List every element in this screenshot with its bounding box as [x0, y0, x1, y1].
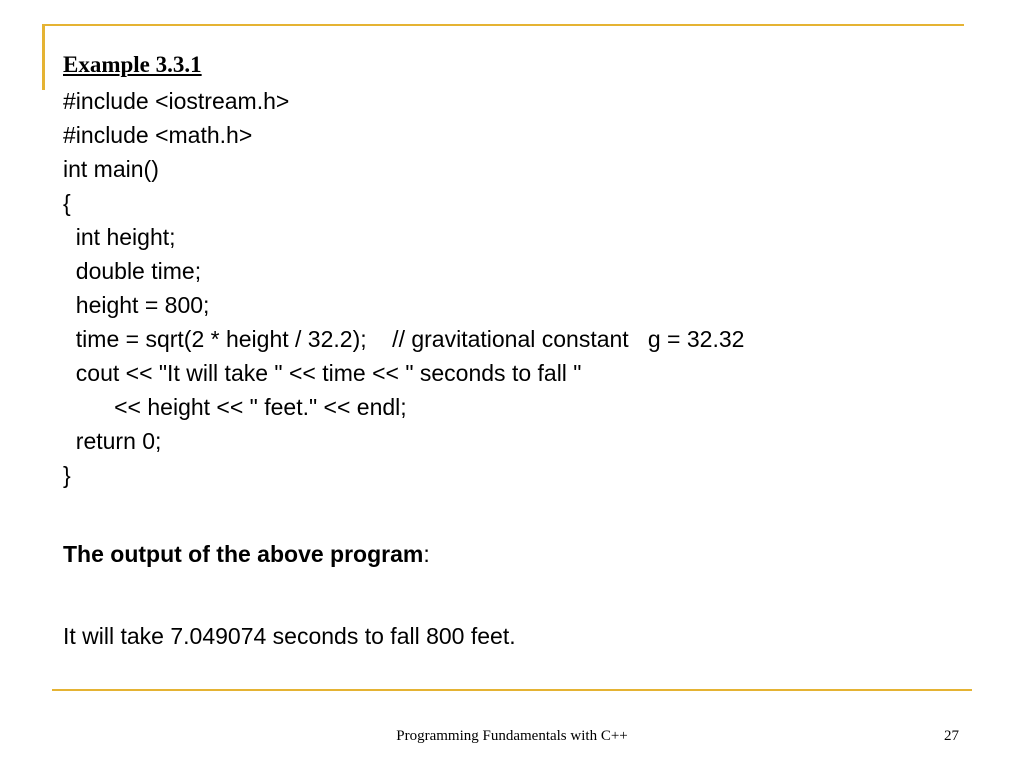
slide-title: Example 3.3.1	[63, 52, 202, 77]
program-output: It will take 7.049074 seconds to fall 800 feet.	[63, 623, 516, 649]
page-number: 27	[944, 728, 959, 744]
code-line: int height;	[63, 224, 176, 250]
code-line: cout << "It will take " << time << " seconds to fall "	[63, 360, 582, 386]
output-heading-text: The output of the above program	[63, 541, 424, 567]
code-line: return 0;	[63, 428, 162, 454]
bottom-accent-rule	[52, 689, 972, 691]
code-line: << height << " feet." << endl;	[63, 394, 407, 420]
top-accent-rule	[42, 24, 964, 26]
output-heading	[63, 541, 430, 568]
left-accent-rule	[42, 24, 45, 90]
code-line: }	[63, 462, 71, 488]
output-heading-colon: :	[423, 541, 430, 567]
code-line: height = 800;	[63, 292, 210, 318]
code-listing	[63, 84, 744, 492]
code-line: time = sqrt(2 * height / 32.2); // gravitational constant g = 32.32	[63, 326, 745, 352]
code-line: #include <math.h>	[63, 122, 253, 148]
code-line: int main()	[63, 156, 159, 182]
code-line: #include <iostream.h>	[63, 88, 290, 114]
code-line: double time;	[63, 258, 202, 284]
code-line: {	[63, 190, 71, 216]
footer-title: Programming Fundamentals with C++	[396, 728, 628, 744]
